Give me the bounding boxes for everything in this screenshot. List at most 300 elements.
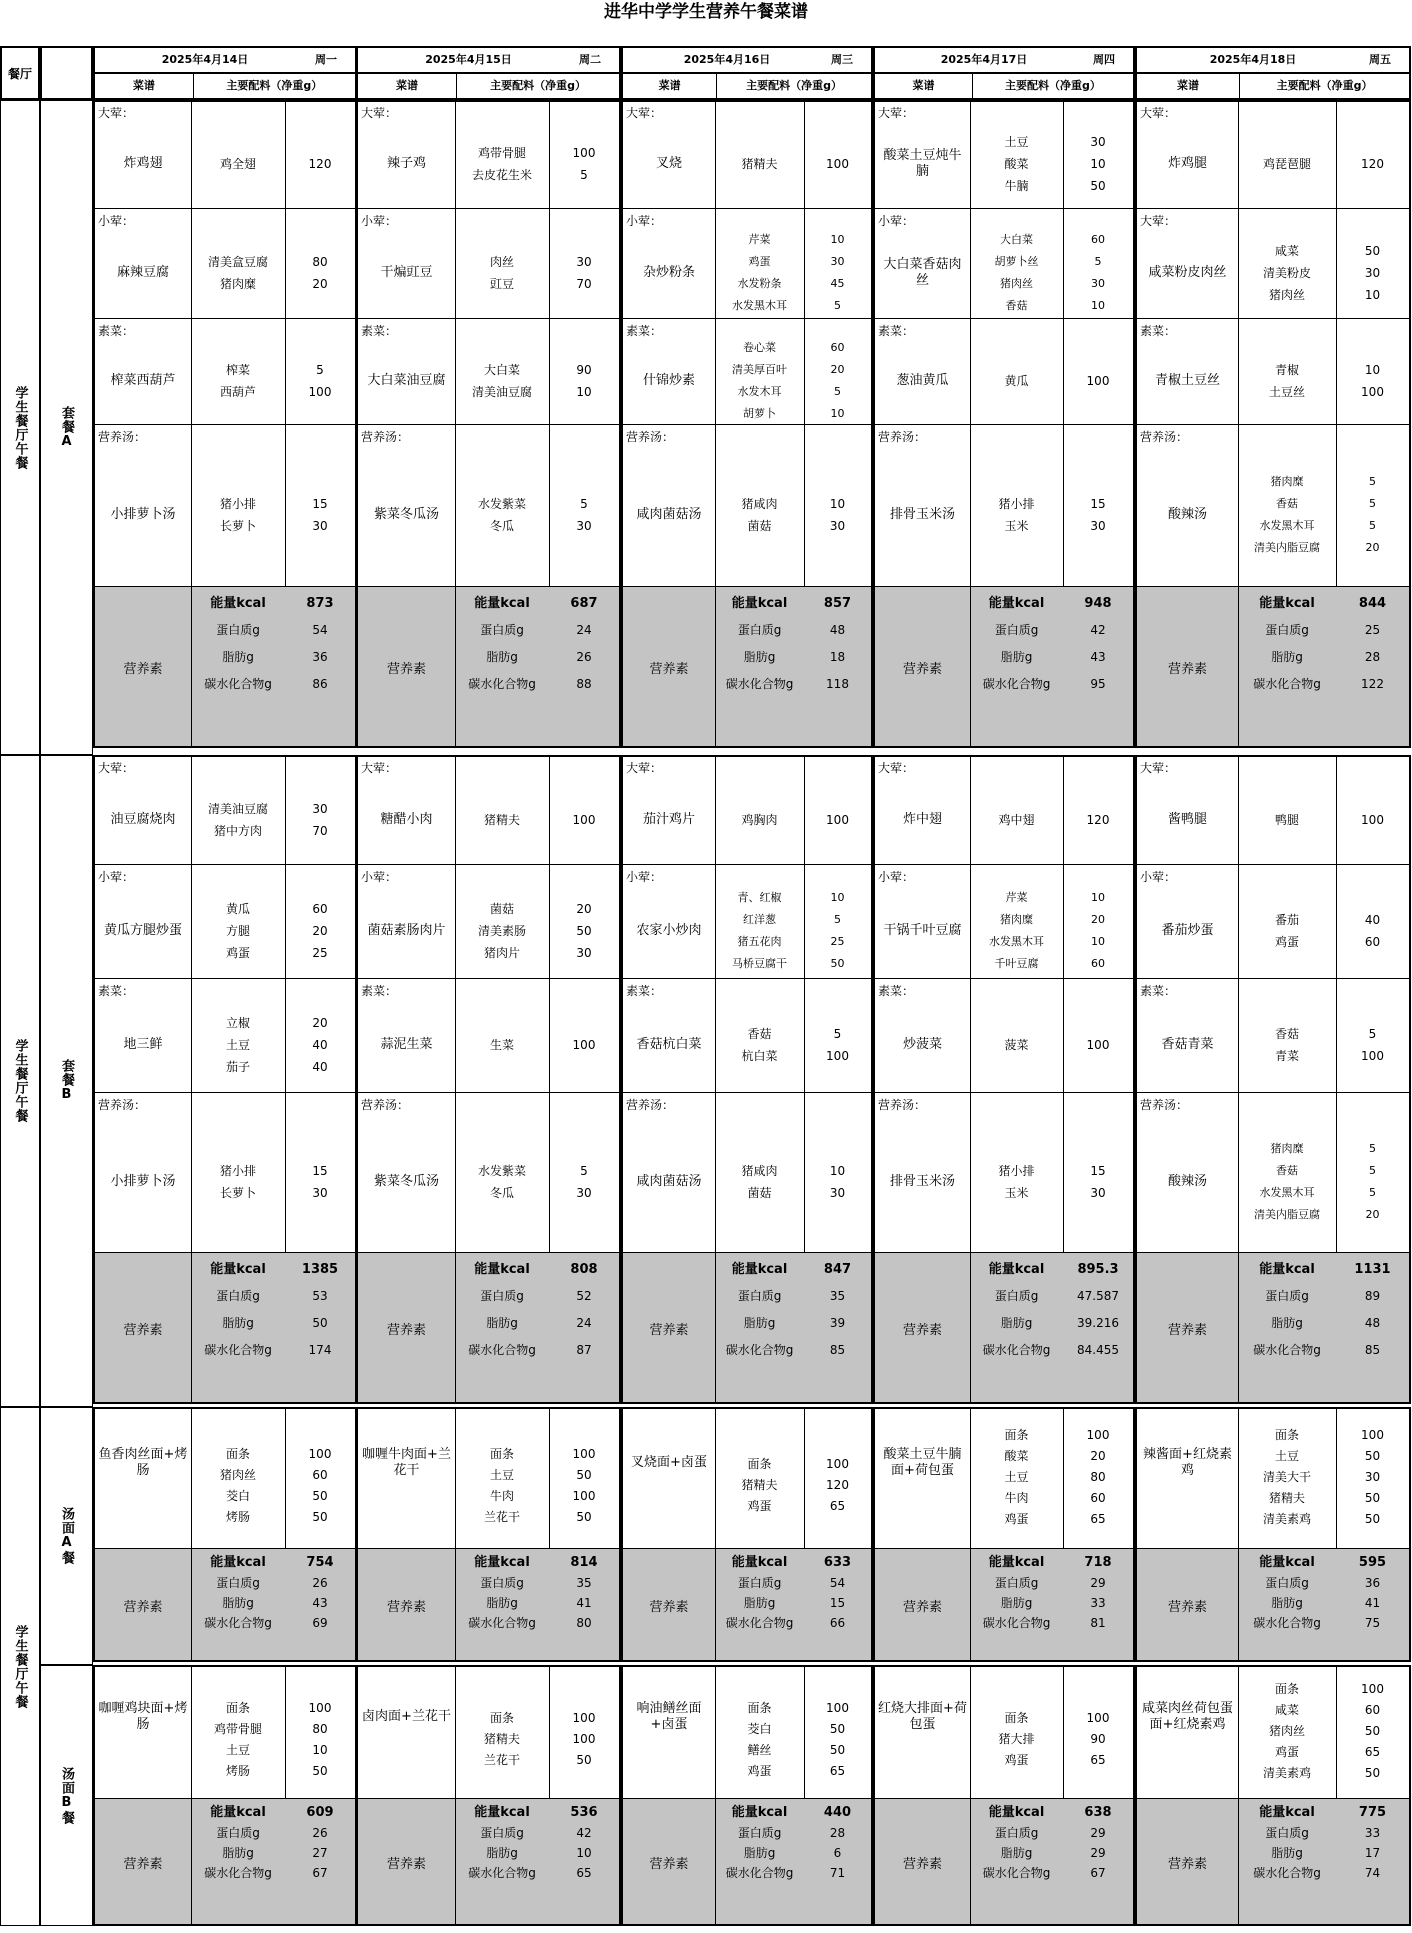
ingredient-quantity: 30 bbox=[829, 1186, 846, 1200]
nutrient-value: 48 bbox=[1364, 1316, 1381, 1330]
meal-block-set3-day1 bbox=[93, 1407, 357, 1662]
ingredient-quantity: 30 bbox=[312, 1186, 328, 1200]
ingredient-name: 面条 bbox=[225, 1446, 250, 1461]
ingredient-quantity: 50 bbox=[312, 1509, 328, 1524]
ingredient-quantity: 65 bbox=[1364, 1745, 1381, 1759]
ingredient-name: 清美油豆腐 bbox=[207, 801, 268, 816]
ingredient-name: 菌菇 bbox=[489, 902, 514, 916]
dish-name: 地三鲜 bbox=[123, 1037, 163, 1052]
nutrient-value: 718 bbox=[1084, 1555, 1112, 1570]
date-label: 2025年4月15日 bbox=[425, 53, 512, 66]
dish-column-header: 菜谱 bbox=[875, 74, 973, 98]
nutrient-name: 蛋白质g bbox=[994, 623, 1039, 637]
nutrient-value: 42 bbox=[576, 1826, 592, 1840]
dish-name: 糖醋小肉 bbox=[380, 811, 433, 827]
course-category: 营养汤： bbox=[1140, 430, 1189, 444]
ingredient-quantity: 50 bbox=[1364, 244, 1381, 258]
ingredient-quantity: 70 bbox=[312, 823, 328, 838]
nutrient-name: 碳水化合物g bbox=[725, 1343, 794, 1357]
nutrient-name: 蛋白质g bbox=[480, 623, 524, 637]
nutrient-name: 脂肪g bbox=[743, 650, 776, 664]
ingredient-quantity: 5 bbox=[1369, 475, 1376, 488]
ingredient-quantity: 80 bbox=[312, 255, 328, 269]
course-category: 营养汤： bbox=[361, 1098, 410, 1112]
nutrition-label: 营养素 bbox=[1167, 1322, 1207, 1338]
ingredient-name: 鸡蛋 bbox=[1274, 1745, 1299, 1759]
dish-name: 番茄炒蛋 bbox=[1161, 923, 1214, 938]
nutrient-name: 碳水化合物g bbox=[204, 1343, 272, 1357]
meal-block-set4-day4 bbox=[873, 1665, 1135, 1926]
ingredient-name: 水发黑木耳 bbox=[732, 299, 787, 312]
ingredient-name: 水发黑木耳 bbox=[1259, 519, 1315, 532]
row-divider bbox=[358, 1092, 619, 1093]
nutrient-name: 蛋白质g bbox=[737, 1289, 782, 1303]
ingredient-name: 猪精夫 bbox=[1268, 1491, 1305, 1505]
dish-name: 排骨玉米汤 bbox=[889, 507, 955, 522]
row-divider bbox=[1137, 208, 1409, 209]
course-category: 大荤： bbox=[98, 761, 135, 775]
dish-name: 炒菠菜 bbox=[902, 1037, 942, 1052]
ingredient-quantity: 100 bbox=[1361, 1049, 1384, 1063]
dish-name: 咸肉菌菇汤 bbox=[636, 1174, 702, 1189]
ingredient-quantity: 50 bbox=[829, 1742, 846, 1757]
row-divider bbox=[875, 208, 1133, 209]
ingredient-name: 猪精夫 bbox=[741, 1478, 778, 1492]
nutrient-value: 81 bbox=[1090, 1616, 1106, 1630]
ingredient-name: 菌菇 bbox=[747, 519, 772, 533]
ingredient-quantity: 10 bbox=[1364, 288, 1381, 302]
ingredient-name: 猪精夫 bbox=[483, 812, 520, 827]
ingredient-quantity: 20 bbox=[830, 363, 845, 376]
course-category: 素菜： bbox=[878, 984, 915, 998]
ingredient-quantity: 60 bbox=[1364, 1703, 1381, 1717]
ingredient-name: 去皮花生米 bbox=[471, 168, 532, 182]
ingredient-quantity: 50 bbox=[829, 1721, 846, 1736]
ingredient-quantity: 65 bbox=[1090, 1512, 1106, 1526]
side-label-canteen-a bbox=[0, 100, 40, 755]
nutrition-label: 营养素 bbox=[386, 1599, 426, 1615]
ingredient-quantity: 100 bbox=[1361, 812, 1384, 827]
row-divider bbox=[95, 1092, 355, 1093]
day-header-5 bbox=[1135, 46, 1411, 100]
dish-name: 响油鳝丝面+卤蛋 bbox=[636, 1700, 702, 1732]
nutrient-name: 能量kcal bbox=[1259, 596, 1315, 611]
nutrition-label: 营养素 bbox=[649, 1599, 689, 1615]
nutrient-name: 能量kcal bbox=[1259, 1805, 1315, 1820]
course-category: 大荤： bbox=[98, 106, 135, 120]
ingredient-name: 水发黑木耳 bbox=[1259, 1186, 1315, 1199]
ingredient-quantity: 15 bbox=[312, 497, 328, 511]
ingredient-name: 面条 bbox=[1274, 1428, 1299, 1442]
ingredient-quantity: 5 bbox=[834, 299, 841, 312]
ingredient-quantity: 120 bbox=[826, 1478, 849, 1492]
ingredient-name: 猪精夫 bbox=[483, 1732, 520, 1746]
dish-name: 油豆腐烧肉 bbox=[110, 811, 176, 827]
nutrient-name: 能量kcal bbox=[731, 1555, 788, 1570]
ingredient-name: 大白菜 bbox=[483, 363, 520, 377]
nutrient-value: 29 bbox=[1090, 1576, 1106, 1590]
nutrient-value: 52 bbox=[576, 1289, 592, 1303]
ingredient-quantity: 100 bbox=[1086, 1711, 1110, 1725]
ingredient-quantity: 5 bbox=[834, 913, 841, 926]
day-header-2 bbox=[356, 46, 621, 100]
row-divider bbox=[875, 318, 1133, 319]
nutrient-name: 碳水化合物g bbox=[982, 1343, 1051, 1357]
ingredient-quantity: 60 bbox=[1090, 1491, 1106, 1505]
meal-block-set2-day5 bbox=[1135, 755, 1411, 1404]
weekday-label: 周五 bbox=[1369, 53, 1391, 66]
ingredient-quantity: 40 bbox=[1364, 913, 1381, 927]
row-divider bbox=[623, 208, 871, 209]
course-category: 小荤： bbox=[361, 214, 398, 228]
nutrient-name: 能量kcal bbox=[988, 1262, 1045, 1277]
nutrient-name: 蛋白质g bbox=[737, 623, 782, 637]
ingredient-name: 土豆 bbox=[1004, 1470, 1029, 1484]
ingredient-name: 烤肠 bbox=[225, 1509, 250, 1524]
nutrient-value: 42 bbox=[1090, 623, 1106, 637]
ingredient-quantity: 5 bbox=[580, 168, 588, 182]
ingredient-name: 清美素肠 bbox=[477, 924, 526, 938]
course-category: 营养汤： bbox=[878, 430, 927, 444]
ingredient-name: 茭白 bbox=[747, 1721, 772, 1736]
ingredient-name: 茭白 bbox=[225, 1488, 250, 1503]
ingredient-name: 茄子 bbox=[225, 1060, 250, 1074]
ingredient-quantity: 50 bbox=[312, 1488, 328, 1503]
meal-block-set4-day3 bbox=[621, 1665, 873, 1926]
ingredient-quantity: 10 bbox=[1364, 363, 1381, 377]
ingredient-name: 咸菜 bbox=[1274, 244, 1299, 258]
nutrient-value: 43 bbox=[312, 1596, 328, 1610]
page-title: 进华中学学生营养午餐菜谱 bbox=[604, 2, 808, 22]
meal-block-set3-day2 bbox=[356, 1407, 621, 1662]
ingredient-quantity: 65 bbox=[829, 1499, 846, 1513]
ingredient-quantity: 5 bbox=[1094, 255, 1102, 268]
ingredient-quantity: 60 bbox=[1364, 935, 1381, 949]
ingredient-name: 猪肉糜 bbox=[1270, 475, 1304, 488]
nutrition-label: 营养素 bbox=[1167, 1856, 1207, 1872]
ingredient-quantity: 65 bbox=[1090, 1753, 1106, 1767]
nutrient-name: 碳水化合物g bbox=[1253, 1343, 1321, 1357]
course-category: 营养汤： bbox=[98, 430, 147, 444]
ingredient-name: 鸭腿 bbox=[1274, 812, 1299, 827]
course-category: 素菜： bbox=[361, 984, 398, 998]
dish-name: 小排萝卜汤 bbox=[110, 1174, 176, 1189]
ingredient-quantity: 15 bbox=[312, 1164, 328, 1178]
nutrient-value: 174 bbox=[308, 1343, 332, 1357]
weekday-label: 周三 bbox=[831, 53, 853, 66]
nutrient-value: 39.216 bbox=[1077, 1316, 1119, 1330]
course-category: 营养汤： bbox=[1140, 1098, 1189, 1112]
ingredient-name: 面条 bbox=[1004, 1428, 1029, 1442]
nutrient-value: 10 bbox=[576, 1846, 592, 1860]
dish-name: 叉烧 bbox=[655, 156, 682, 171]
course-category: 小荤： bbox=[626, 870, 663, 884]
nutrient-value: 754 bbox=[306, 1555, 334, 1570]
meal-block-set4-day2 bbox=[356, 1665, 621, 1926]
ingredient-quantity: 5 bbox=[834, 385, 841, 398]
course-category: 素菜： bbox=[878, 324, 915, 338]
nutrient-value: 50 bbox=[312, 1316, 328, 1330]
ingredient-name: 水发黑木耳 bbox=[989, 935, 1044, 948]
side-label-text: 套餐B bbox=[59, 1059, 74, 1103]
row-divider bbox=[875, 978, 1133, 979]
course-category: 大荤： bbox=[361, 761, 398, 775]
ingredient-quantity: 30 bbox=[829, 519, 846, 533]
nutrient-name: 碳水化合物g bbox=[982, 1866, 1051, 1880]
nutrient-name: 能量kcal bbox=[210, 1262, 266, 1277]
dish-name: 酸辣汤 bbox=[1167, 1174, 1207, 1189]
ingredient-name: 鸡带骨腿 bbox=[477, 146, 526, 160]
ingredient-name: 鸡蛋 bbox=[748, 255, 771, 268]
ingredient-quantity: 30 bbox=[312, 801, 328, 816]
course-category: 小荤： bbox=[626, 214, 663, 228]
ingredient-quantity: 30 bbox=[1090, 519, 1106, 533]
day-header-columns bbox=[873, 73, 1135, 100]
dish-name: 小排萝卜汤 bbox=[110, 507, 176, 522]
nutrient-value: 85 bbox=[1364, 1343, 1381, 1357]
nutrient-name: 碳水化合物g bbox=[468, 677, 536, 691]
ingredient-name: 玉米 bbox=[1004, 1186, 1029, 1200]
ingredient-quantity: 120 bbox=[1086, 812, 1110, 827]
side-label-noodle-a bbox=[40, 1407, 93, 1665]
nutrient-value: 536 bbox=[570, 1805, 598, 1820]
nutrient-name: 碳水化合物g bbox=[468, 1616, 536, 1630]
nutrient-name: 蛋白质g bbox=[994, 1576, 1039, 1590]
ingredient-quantity: 100 bbox=[308, 1446, 332, 1461]
ingredient-quantity: 50 bbox=[1364, 1766, 1381, 1780]
ingredient-name: 土豆 bbox=[225, 1038, 250, 1052]
ingredient-name: 青、红椒 bbox=[737, 891, 782, 904]
ingredient-quantity: 10 bbox=[830, 407, 845, 420]
ingredient-name: 面条 bbox=[489, 1446, 514, 1461]
ingredient-quantity: 10 bbox=[1091, 935, 1105, 948]
ingredient-name: 酸菜 bbox=[1004, 1449, 1029, 1463]
nutrient-name: 脂肪g bbox=[222, 1846, 254, 1860]
nutrition-label: 营养素 bbox=[123, 1856, 163, 1872]
weekday-label: 周四 bbox=[1093, 53, 1115, 66]
nutrient-name: 能量kcal bbox=[474, 1805, 530, 1820]
ingredient-quantity: 30 bbox=[576, 1186, 592, 1200]
dish-name: 蒜泥生菜 bbox=[380, 1037, 433, 1052]
nutrient-name: 碳水化合物g bbox=[725, 1866, 794, 1880]
ingredient-name: 烤肠 bbox=[225, 1763, 250, 1778]
ingredient-name: 香菇 bbox=[1276, 1164, 1298, 1177]
ingredient-quantity: 100 bbox=[1361, 1428, 1384, 1442]
ingredient-name: 面条 bbox=[747, 1700, 772, 1715]
ingredient-name: 清美大干 bbox=[1262, 1470, 1311, 1484]
nutrition-label: 营养素 bbox=[1167, 1599, 1207, 1615]
nutrient-value: 80 bbox=[576, 1616, 592, 1630]
nutrient-value: 775 bbox=[1358, 1805, 1387, 1820]
nutrient-value: 74 bbox=[1364, 1866, 1381, 1880]
ingredient-name: 玉米 bbox=[1004, 519, 1029, 533]
ingredient-name: 长萝卜 bbox=[219, 519, 256, 533]
nutrition-label: 营养素 bbox=[1167, 661, 1207, 677]
nutrient-name: 蛋白质g bbox=[216, 1576, 260, 1590]
nutrient-name: 蛋白质g bbox=[216, 623, 260, 637]
ingredient-name: 土豆 bbox=[1274, 1449, 1299, 1463]
day-header-date bbox=[93, 46, 357, 73]
nutrient-value: 54 bbox=[829, 1576, 846, 1590]
ingredient-quantity: 20 bbox=[312, 277, 328, 291]
ingredient-quantity: 50 bbox=[1364, 1724, 1381, 1738]
ingredient-name: 土豆 bbox=[225, 1742, 250, 1757]
ingredient-quantity: 100 bbox=[826, 812, 849, 827]
dish-name: 咖喱牛肉面+兰花干 bbox=[362, 1446, 451, 1478]
ingredient-name: 西葫芦 bbox=[219, 385, 256, 399]
meal-block-set1-day4 bbox=[873, 100, 1135, 748]
ingredient-name: 肉丝 bbox=[489, 255, 514, 269]
day-header-3 bbox=[621, 46, 873, 100]
row-divider bbox=[95, 424, 355, 425]
ingredient-name: 鸡蛋 bbox=[1004, 1512, 1029, 1526]
dish-name: 红烧大排面+荷包蛋 bbox=[878, 1700, 967, 1732]
date-label: 2025年4月14日 bbox=[161, 53, 249, 66]
nutrition-label: 营养素 bbox=[902, 1322, 942, 1338]
nutrient-name: 脂肪g bbox=[1271, 650, 1303, 664]
ingredient-quantity: 15 bbox=[1090, 1164, 1106, 1178]
ingredient-quantity: 120 bbox=[308, 157, 332, 171]
ingredient-quantity: 50 bbox=[1364, 1449, 1381, 1463]
dish-name: 叉烧面+卤蛋 bbox=[631, 1454, 707, 1470]
nutrient-name: 蛋白质g bbox=[1265, 1289, 1309, 1303]
nutrient-value: 633 bbox=[823, 1555, 852, 1570]
ingredient-quantity: 100 bbox=[1086, 1038, 1110, 1052]
ingredient-quantity: 50 bbox=[576, 1753, 592, 1767]
ingredient-name: 香菇 bbox=[1276, 497, 1298, 510]
dish-name: 茄汁鸡片 bbox=[642, 811, 695, 827]
ingredient-quantity: 5 bbox=[1369, 1142, 1376, 1155]
nutrition-label: 营养素 bbox=[649, 661, 689, 677]
ingredient-name: 胡萝卜丝 bbox=[994, 255, 1039, 268]
ingredient-name: 卷心菜 bbox=[743, 341, 776, 354]
nutrient-name: 能量kcal bbox=[988, 596, 1045, 611]
nutrient-name: 脂肪g bbox=[1271, 1846, 1303, 1860]
nutrition-label: 营养素 bbox=[902, 1599, 942, 1615]
row-divider bbox=[1137, 1092, 1409, 1093]
nutrient-value: 28 bbox=[829, 1826, 846, 1840]
row-divider bbox=[95, 864, 355, 865]
ingredient-quantity: 30 bbox=[1364, 1470, 1381, 1484]
nutrient-value: 26 bbox=[576, 650, 592, 664]
ingredient-name: 杭白菜 bbox=[741, 1049, 778, 1063]
ingredient-quantity: 30 bbox=[576, 946, 592, 960]
ingredient-name: 牛肉 bbox=[489, 1488, 514, 1503]
ingredient-quantity: 40 bbox=[312, 1060, 328, 1074]
dish-name: 农家小炒肉 bbox=[636, 923, 702, 938]
nutrient-value: 1131 bbox=[1354, 1262, 1391, 1277]
nutrient-name: 能量kcal bbox=[474, 1555, 530, 1570]
nutrient-value: 67 bbox=[1090, 1866, 1106, 1880]
ingredient-quantity: 50 bbox=[1090, 179, 1106, 193]
ingredient-name: 清美厚百叶 bbox=[732, 363, 787, 376]
side-label-set-a bbox=[40, 100, 93, 755]
nutrient-value: 29 bbox=[1090, 1846, 1106, 1860]
nutrient-name: 蛋白质g bbox=[480, 1576, 524, 1590]
nutrition-label: 营养素 bbox=[123, 1322, 163, 1338]
row-divider bbox=[358, 208, 619, 209]
ingredient-name: 青菜 bbox=[1274, 1049, 1299, 1063]
ingredient-name: 鸡琵琶腿 bbox=[1262, 157, 1311, 171]
nutrient-name: 脂肪g bbox=[222, 1596, 254, 1610]
nutrient-value: 814 bbox=[570, 1555, 598, 1570]
nutrient-value: 48 bbox=[829, 623, 846, 637]
ingredient-quantity: 100 bbox=[1086, 374, 1110, 388]
row-divider bbox=[1137, 978, 1409, 979]
ingredient-quantity: 60 bbox=[830, 341, 845, 354]
ingredient-quantity: 15 bbox=[1090, 497, 1106, 511]
ingredient-name: 水发粉条 bbox=[737, 277, 782, 290]
nutrient-value: 638 bbox=[1084, 1805, 1112, 1820]
ingredient-quantity: 100 bbox=[826, 1700, 849, 1715]
dish-name: 酸辣汤 bbox=[1167, 507, 1207, 522]
ingredient-name: 香菇 bbox=[1005, 299, 1028, 312]
nutrition-label: 营养素 bbox=[386, 661, 426, 677]
course-category: 营养汤： bbox=[361, 430, 410, 444]
ingredient-quantity: 30 bbox=[830, 255, 845, 268]
day-header-date bbox=[621, 46, 873, 73]
course-category: 小荤： bbox=[878, 870, 915, 884]
dish-name: 酱鸭腿 bbox=[1167, 811, 1207, 827]
ingredient-quantity: 100 bbox=[572, 1732, 596, 1746]
nutrient-name: 碳水化合物g bbox=[204, 1616, 272, 1630]
nutrient-value: 609 bbox=[306, 1805, 334, 1820]
dish-name: 紫菜冬瓜汤 bbox=[373, 1174, 439, 1189]
nutrient-value: 39 bbox=[829, 1316, 846, 1330]
ingredient-quantity: 60 bbox=[312, 902, 328, 916]
course-category: 大荤： bbox=[626, 106, 663, 120]
row-divider bbox=[358, 318, 619, 319]
ingredient-quantity: 120 bbox=[1361, 157, 1384, 171]
date-label: 2025年4月18日 bbox=[1209, 53, 1297, 66]
ingredient-quantity: 65 bbox=[829, 1763, 846, 1778]
weekday-label: 周一 bbox=[315, 53, 337, 66]
nutrient-value: 41 bbox=[1364, 1596, 1381, 1610]
dish-name: 酸菜土豆牛腩面+荷包蛋 bbox=[883, 1446, 962, 1478]
course-category: 大荤： bbox=[878, 761, 915, 775]
nutrient-value: 440 bbox=[823, 1805, 852, 1820]
course-category: 营养汤： bbox=[878, 1098, 927, 1112]
dish-column-header: 菜谱 bbox=[1137, 74, 1240, 98]
nutrient-value: 41 bbox=[576, 1596, 592, 1610]
ingredient-quantity: 20 bbox=[1365, 1208, 1380, 1221]
row-divider bbox=[623, 318, 871, 319]
nutrient-name: 脂肪g bbox=[1000, 1846, 1033, 1860]
dish-name: 鱼香肉丝面+烤肠 bbox=[98, 1446, 188, 1478]
ingredient-quantity: 50 bbox=[1364, 1491, 1381, 1505]
ingredient-quantity: 10 bbox=[830, 891, 845, 904]
ingredient-name: 胡萝卜 bbox=[743, 407, 776, 420]
meal-block-set2-day3 bbox=[621, 755, 873, 1404]
day-header-date bbox=[1135, 46, 1411, 73]
date-label: 2025年4月16日 bbox=[683, 53, 771, 66]
dish-name: 咸菜肉丝荷包蛋面+红烧素鸡 bbox=[1141, 1700, 1233, 1732]
row-divider bbox=[1137, 864, 1409, 865]
dish-column-header: 菜谱 bbox=[95, 74, 194, 98]
nutrient-name: 脂肪g bbox=[486, 1846, 518, 1860]
dish-name: 咖喱鸡块面+烤肠 bbox=[98, 1700, 188, 1732]
meal-block-set4-day1 bbox=[93, 1665, 357, 1926]
set-header-blank bbox=[40, 46, 93, 100]
ingredient-quantity: 80 bbox=[1090, 1470, 1106, 1484]
ingredient-quantity: 50 bbox=[830, 957, 845, 970]
ingredient-name: 面条 bbox=[225, 1700, 250, 1715]
ingredient-name: 猪肉丝 bbox=[1268, 1724, 1305, 1738]
nutrient-value: 54 bbox=[312, 623, 328, 637]
ingredient-name: 土豆 bbox=[489, 1467, 514, 1482]
course-category: 素菜： bbox=[626, 984, 663, 998]
ingredient-name: 长萝卜 bbox=[219, 1186, 256, 1200]
